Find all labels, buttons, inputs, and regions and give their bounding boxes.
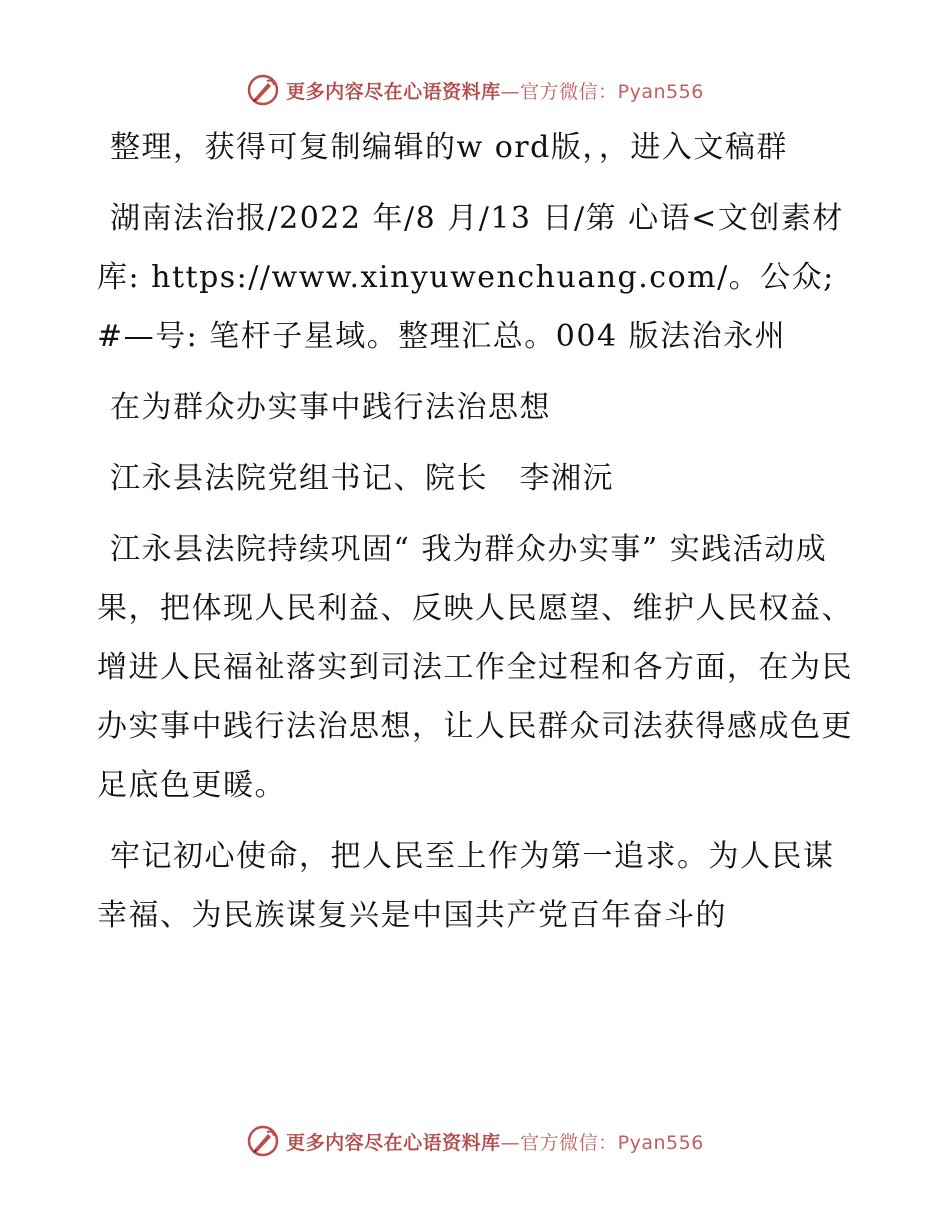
footer-banner [0, 1121, 950, 1161]
header-banner [0, 70, 950, 110]
body-paragraph: 江永县法院持续巩固“ 我为群众办实事” 实践活动成果，把体现人民利益、反映人民愿望、维护人民权益、增进人民福祉落实到司法工作全过程和各方面，在为民办实事中践行法治思想，让人民群众司法获得感成色更足底色更暖。 [97, 532, 853, 803]
intro-paragraph: 整理，获得可复制编辑的w ord版，，进入文稿群 [110, 130, 788, 165]
source-paragraph: 湖南法治报/2022 年/8 月/13 日/第 心语<文创素材库: https://www.xinyuwenchuang.com/。公众;#—号: 笔杆子星域。整理汇总。004 版法治永州 [97, 201, 844, 354]
footer-banner-text: 更多内容尽在心语资料库—官方微信：Pyan556 [286, 1131, 704, 1154]
document-body [97, 118, 857, 957]
article-title: 在为群众办实事中践行法治思想 [110, 390, 551, 425]
header-banner-text: 更多内容尽在心语资料库—官方微信：Pyan556 [286, 80, 704, 103]
pen-logo-icon [246, 1124, 280, 1158]
pen-logo-icon [246, 73, 280, 107]
body-paragraph: 牢记初心使命，把人民至上作为第一追求。为人民谋幸福、为民族谋复兴是中国共产党百年奋斗的 [97, 839, 835, 933]
article-author: 江永县法院党组书记、院长 李湘沅 [110, 461, 614, 496]
